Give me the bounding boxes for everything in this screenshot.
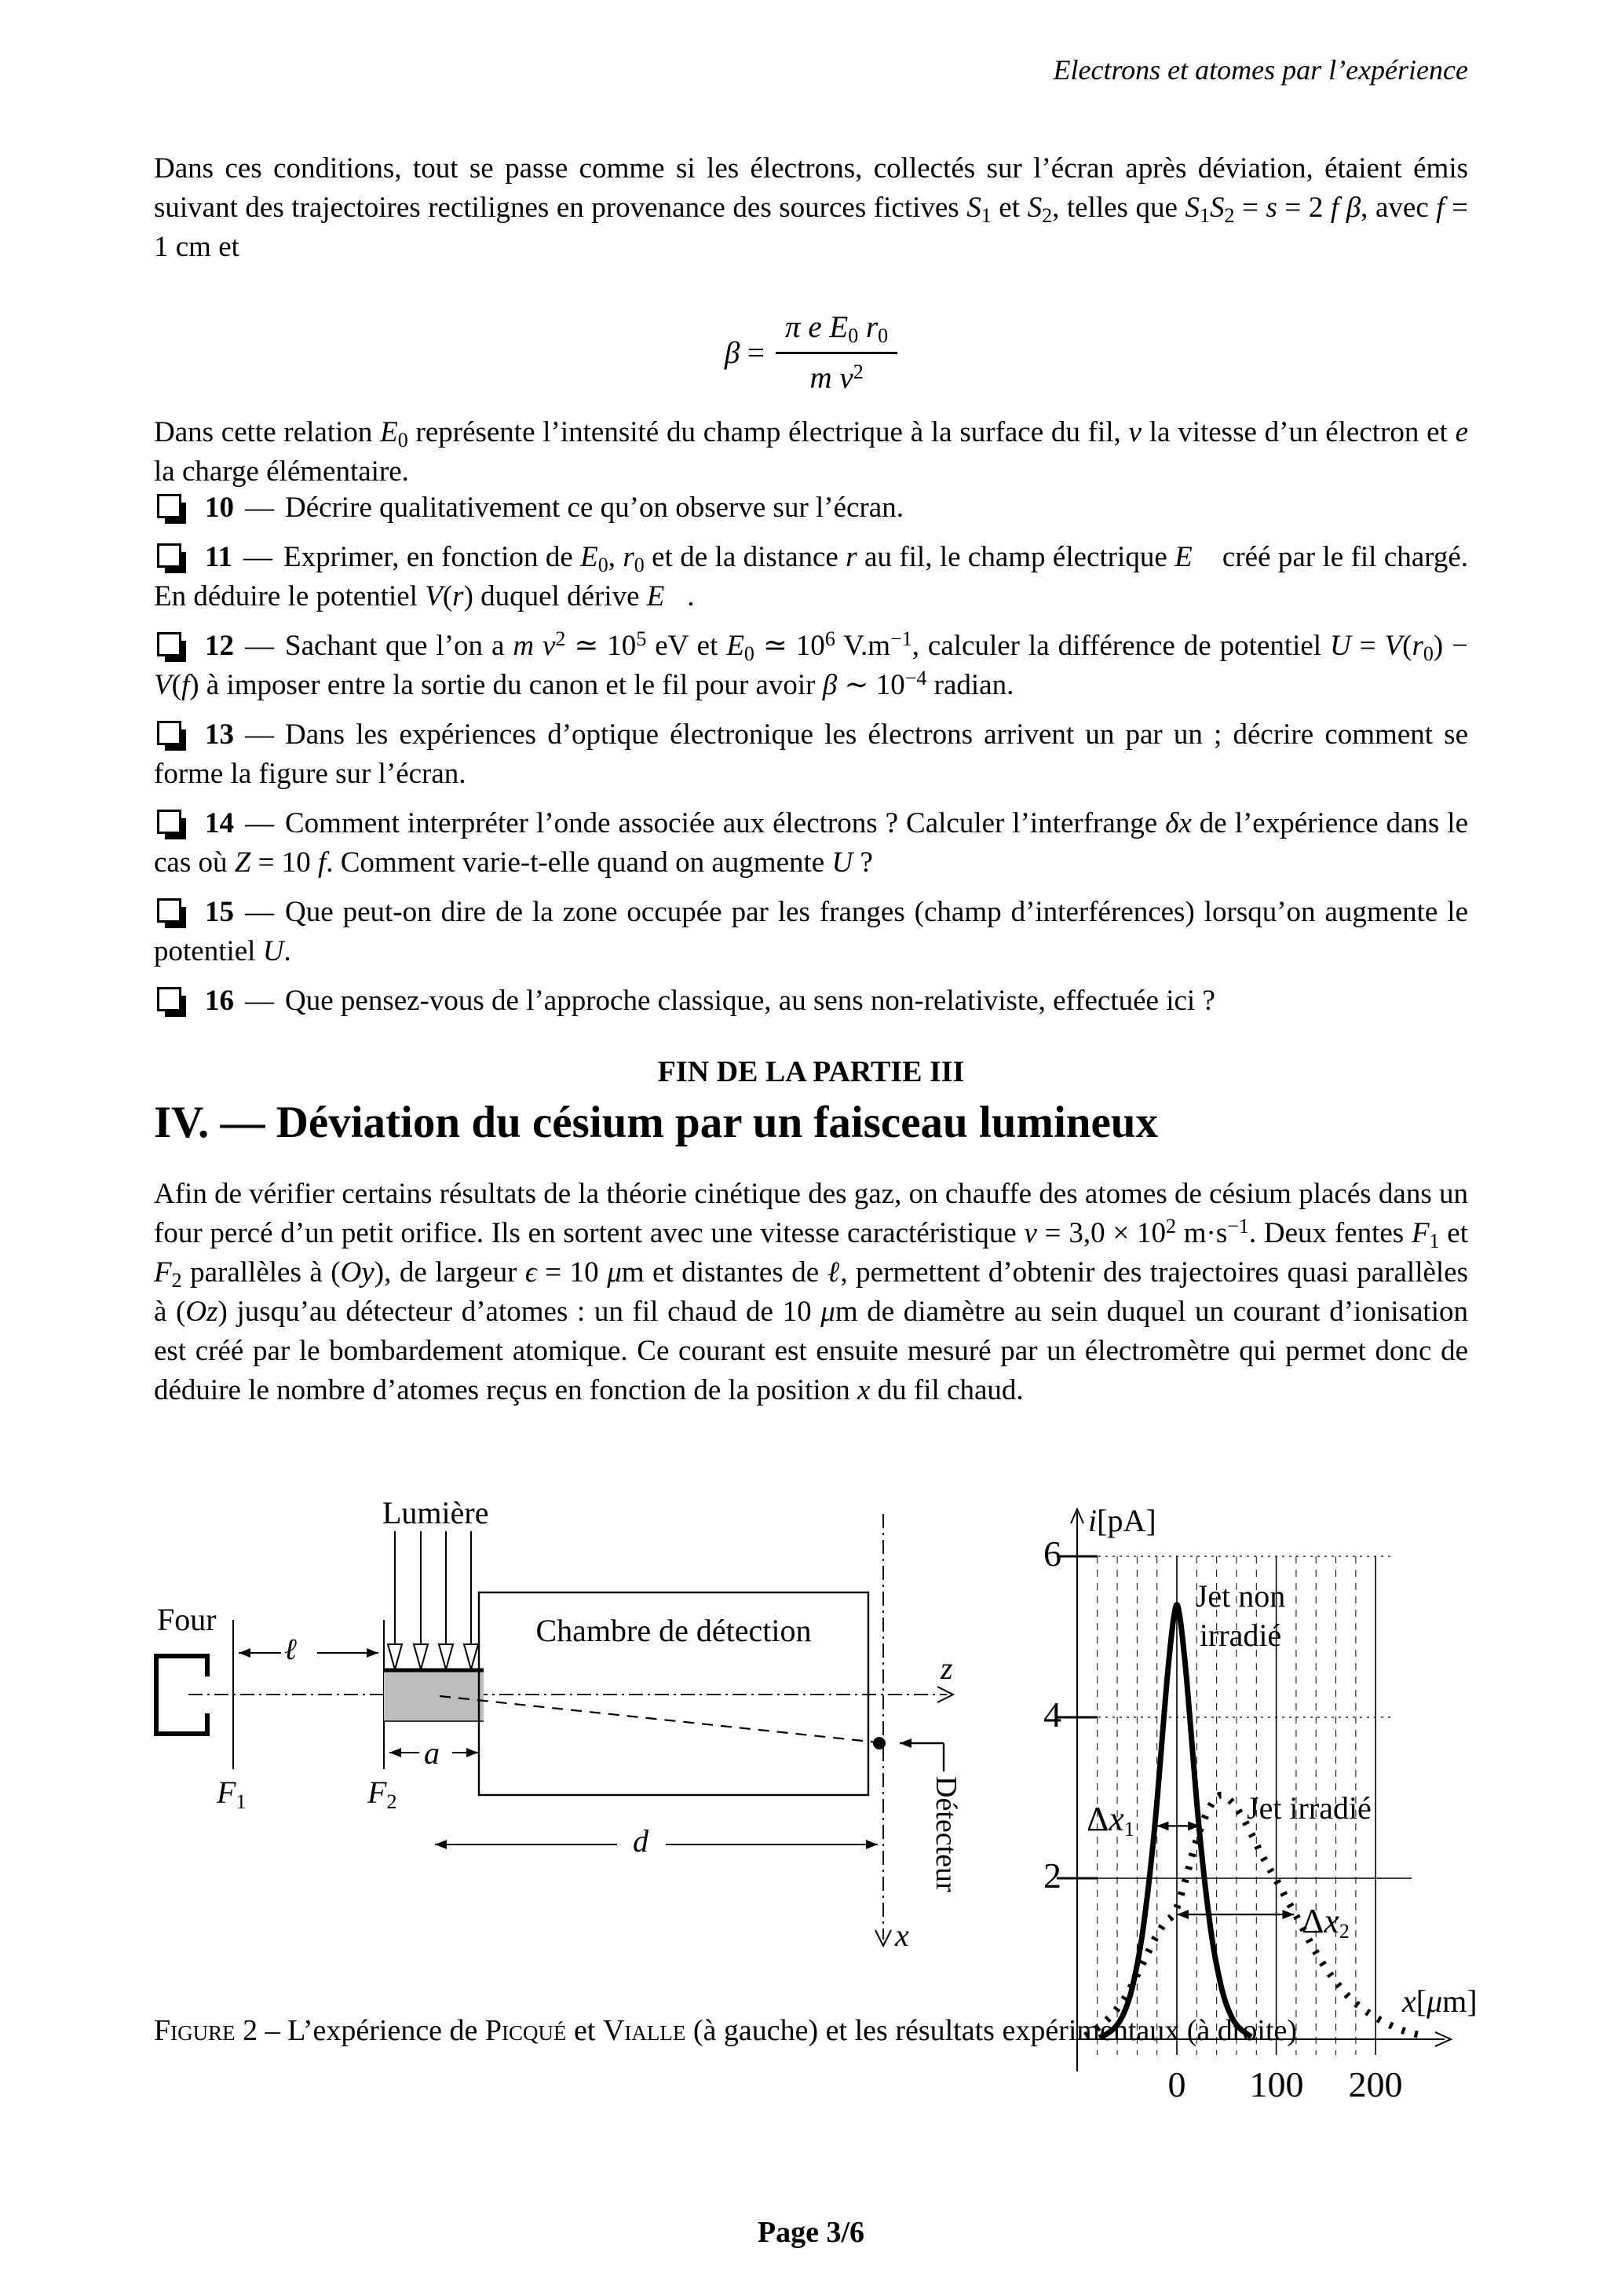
chart-xlabel: x[μm] xyxy=(1402,1983,1478,2019)
label-a: a xyxy=(424,1735,440,1771)
xtick-0: 0 xyxy=(1167,2064,1186,2104)
label-f2: $F_2$ xyxy=(367,1775,397,1813)
question-text: Que peut-on dire de la zone occupée par les franges (champ d’interférences) lorsqu’on augmente le potentiel U. xyxy=(154,896,1468,967)
ytick-2: 2 xyxy=(1043,1855,1061,1896)
interaction-zone xyxy=(384,1670,484,1721)
question-item-14 xyxy=(154,804,1468,883)
figure-caption: Figure 2 – L’expérience de Picqué et Vialle (à gauche) et les résultats expérimentaux (à droite) xyxy=(154,2014,1298,2047)
formula-lhs: β = xyxy=(724,335,765,370)
section-iv-paragraph: Afin de vérifier certains résultats de la théorie cinétique des gaz, on chauffe des atomes de césium placés dans un four percé d’un petit orifice. Ils en sortent avec une vitesse caractéristique $v = 3,0 \times 10^2$ $m\cdot s^{-1}$. Deux fentes $F_1$ et $F_2$ parallèles à (Oy), de largeur ϵ = 10 μm et distantes de ℓ, permettent d’obtenir des trajectoires quasi parallèles à (Oz) jusqu’au détecteur d’atomes : un fil chaud de 10 μm de diamètre au sein duquel un courant d’ionisation est créé par le bombardement atomique. Ce courant est ensuite mesuré par un électromètre qui permet donc de déduire le nombre d’atomes reçus en fonction de la position x du fil chaud. xyxy=(154,1178,1469,1406)
question-number: 14 xyxy=(205,807,234,839)
legend-line-1: Jet non xyxy=(1195,1578,1286,1614)
label-z: z xyxy=(941,1651,953,1686)
question-dash: — xyxy=(245,807,274,839)
question-dash: — xyxy=(245,896,274,928)
label-detecteur: Détecteur xyxy=(930,1776,963,1892)
checkbox-icon xyxy=(157,898,181,923)
legend-jet-irradie: Jet irradié xyxy=(1247,1790,1372,1826)
question-text: Décrire qualitativement ce qu’on observe sur l’écran. xyxy=(285,492,904,524)
ytick-6: 6 xyxy=(1043,1534,1061,1574)
label-lumiere: Lumière xyxy=(382,1495,489,1530)
question-number: 11 xyxy=(205,541,232,573)
checkbox-icon xyxy=(157,494,181,518)
formula-numerator: π e $E_0$ $r_0$ xyxy=(776,308,897,354)
label-x: x xyxy=(895,1918,909,1953)
xtick-200: 200 xyxy=(1348,2064,1403,2104)
chart-ylabel: i[pA] xyxy=(1088,1503,1156,1538)
relation-paragraph: Dans cette relation $E_0$ représente l’intensité du champ électrique à la surface du fil, v la vitesse d’un électron et e la charge élémentaire. xyxy=(154,416,1469,488)
light-rays xyxy=(388,1531,478,1669)
checkbox-icon xyxy=(157,810,181,834)
formula-fraction xyxy=(776,308,897,398)
question-text: Sachant que l’on a m $v^2$ ≃ $10^5$ eV et $E_0$ ≃ $10^6$ $V.m^{-1}$, calculer la différence de potentiel $U = V(r_0) - V(f)$ à imposer entre la sortie du canon et le fil pour avoir β ∼ $10^{-4}$ radian. xyxy=(154,627,1468,701)
formula-denominator: m $v^2$ xyxy=(809,360,864,395)
question-text: Que pensez-vous de l’approche classique, au sens non-relativiste, effectuée ici ? xyxy=(285,985,1215,1017)
beta-formula xyxy=(154,308,1468,398)
page-number: Page 3/6 xyxy=(757,2216,865,2249)
question-number: 13 xyxy=(205,718,234,751)
curve-jet-irradie xyxy=(1086,1795,1426,2036)
question-text: Comment interpréter l’onde associée aux électrons ? Calculer l’interfrange δx de l’expérience dans le cas où Z = 10 f. Comment varie-t-elle quand on augmente U ? xyxy=(154,807,1468,879)
label-d: d xyxy=(633,1823,648,1859)
annot-dx2-label: $\Delta x_2$ xyxy=(1302,1902,1350,1943)
question-item-10 xyxy=(154,488,1468,528)
apparatus-diagram xyxy=(156,1514,953,1946)
question-item-12 xyxy=(154,627,1468,705)
question-dash: — xyxy=(243,541,272,573)
legend-jet-non-irradie xyxy=(1174,1577,1307,1655)
question-dash: — xyxy=(245,630,274,662)
question-item-15 xyxy=(154,893,1468,971)
question-number: 15 xyxy=(205,896,234,928)
intro-paragraph: Dans ces conditions, tout se passe comme si les électrons, collectés sur l’écran après déviation, étaient émis suivant des trajectoires rectilignes en provenance des sources fictives $S_1$ et $S_2$, telles que $S_1S_2 = s = 2$ f β, avec f = 1 cm et xyxy=(154,152,1468,263)
question-item-11 xyxy=(154,538,1468,616)
question-dash: — xyxy=(245,985,274,1017)
checkbox-icon xyxy=(157,721,181,745)
ytick-4: 4 xyxy=(1043,1695,1061,1735)
fin-partie-heading: FIN DE LA PARTIE III xyxy=(657,1055,965,1088)
deflected-trajectory xyxy=(440,1696,878,1742)
annot-dx1-label: $\Delta x_1$ xyxy=(1087,1800,1134,1841)
label-f1: $F_1$ xyxy=(217,1775,247,1813)
checkbox-icon xyxy=(157,632,181,656)
label-chamber: Chambre de détection xyxy=(535,1613,812,1648)
label-four: Four xyxy=(157,1602,217,1637)
question-text: Dans les expériences d’optique électronique les électrons arrivent un par un ; décrire comment se forme la figure sur l’écran. xyxy=(154,718,1468,790)
question-dash: — xyxy=(245,492,274,524)
question-dash: — xyxy=(245,718,274,751)
checkbox-icon xyxy=(157,987,181,1011)
question-item-13 xyxy=(154,715,1468,794)
checkbox-icon xyxy=(157,543,181,568)
xtick-100: 100 xyxy=(1249,2064,1304,2104)
question-number: 12 xyxy=(205,630,234,662)
question-number: 10 xyxy=(205,492,234,524)
legend-line-2: irradié xyxy=(1199,1618,1282,1653)
running-header: Electrons et atomes par l’expérience xyxy=(1053,54,1468,86)
section-iv-title: IV. — Déviation du césium par un faisceau lumineux xyxy=(154,1098,1158,1147)
question-list xyxy=(154,488,1468,1031)
label-ell: ℓ xyxy=(284,1633,297,1666)
question-text: Exprimer, en fonction de $E_0$, $r_0$ et de la distance r au fil, le champ électrique E⃗ créé par le fil chargé. En déduire le potentiel V(r) duquel dérive E⃗. xyxy=(154,541,1469,612)
question-number: 16 xyxy=(205,985,234,1017)
question-item-16 xyxy=(154,982,1468,1021)
